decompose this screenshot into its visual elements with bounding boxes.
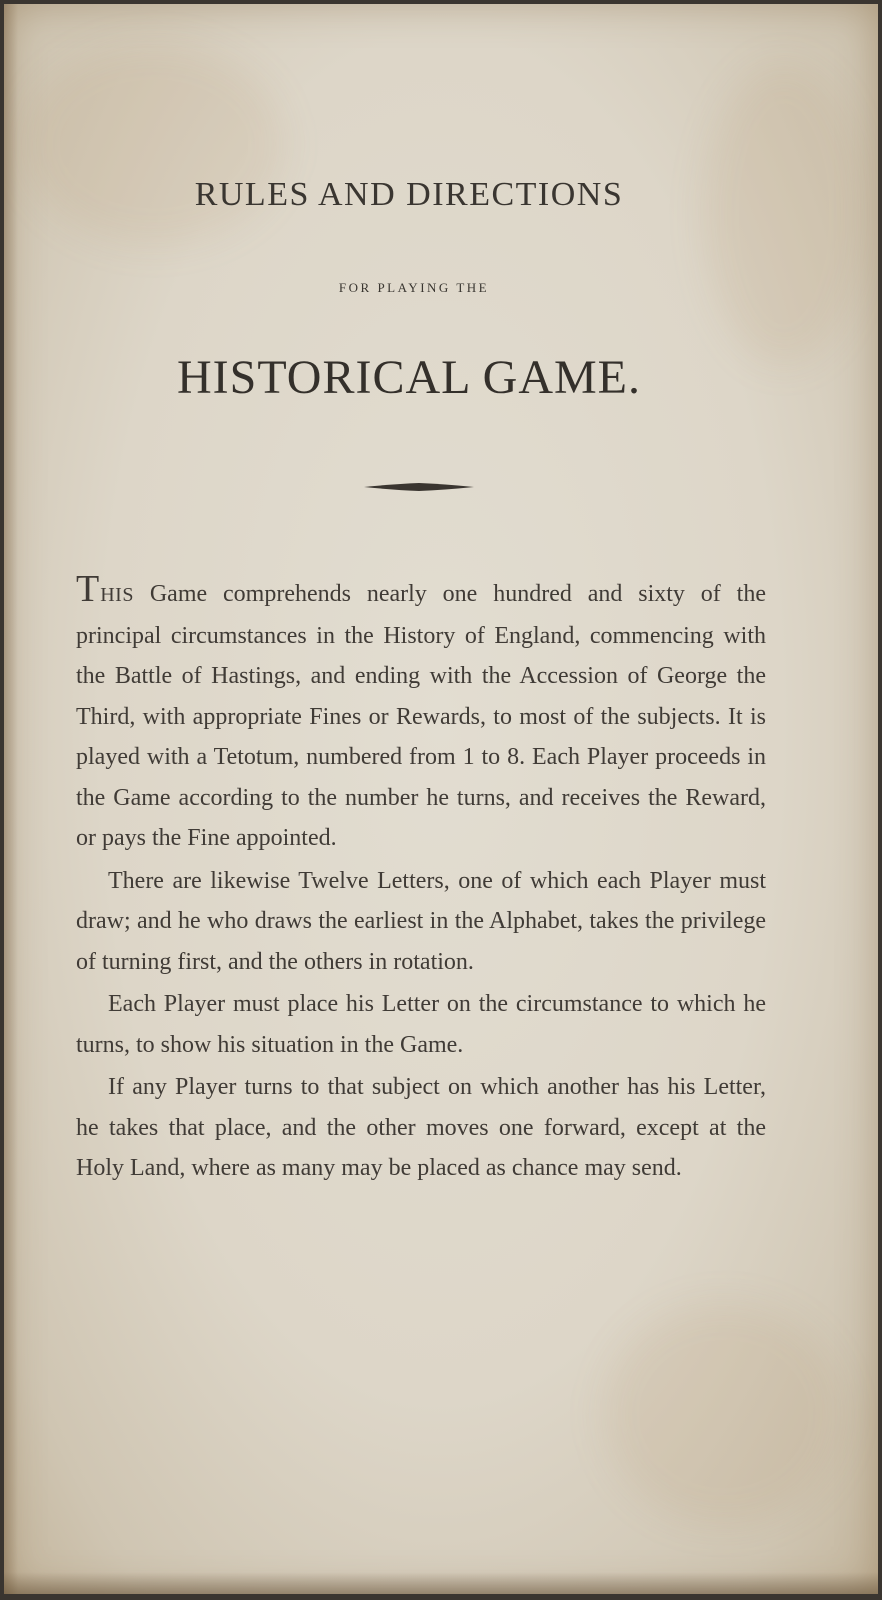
paragraph-4: If any Player turns to that subject on which another has his Letter, he takes that place, and the other moves one forward, except at the Holy Land, where as many may be placed as chance may send.: [76, 1074, 766, 1181]
subtitle-for-playing: FOR PLAYING THE: [338, 280, 490, 295]
title-rules-and-directions: RULES AND DIRECTIONS: [194, 176, 624, 213]
rules-body: [76, 568, 766, 1191]
paragraph-3: Each Player must place his Letter on the circumstance to which he turns, to show his situation in the Game.: [76, 991, 766, 1058]
page-edge-shadow: [4, 1572, 878, 1594]
title-historical-game: HISTORICAL GAME.: [176, 351, 641, 404]
drop-cap: T: [76, 568, 101, 610]
paragraph-1-text: Game comprehends nearly one hundred and sixty of the principal circumstances in the History of England, commencing with the Battle of Hastings, and ending with the Accession of George the Third, with appropriate Fines or Rewards, to most of the subjects. It is played with a Tetotum, numbered from 1 to 8. Each Player proceeds in the Game according to the number he turns, and receives the Reward, or pays the Fine appointed.: [76, 581, 766, 851]
ornament-rule-icon: [364, 482, 474, 492]
paper-stain: [604, 1304, 844, 1524]
document-page: [4, 4, 878, 1594]
paper-stain: [704, 64, 864, 364]
paragraph-2: There are likewise Twelve Letters, one of which each Player must draw; and he who draws the earliest in the Alphabet, takes the privilege of turning first, and the others in rotation.: [76, 867, 766, 975]
opening-small-caps: HIS: [100, 584, 134, 606]
paper-stain: [24, 44, 284, 244]
page-edge-shadow: [4, 4, 18, 1594]
paragraph-1: [76, 568, 766, 859]
